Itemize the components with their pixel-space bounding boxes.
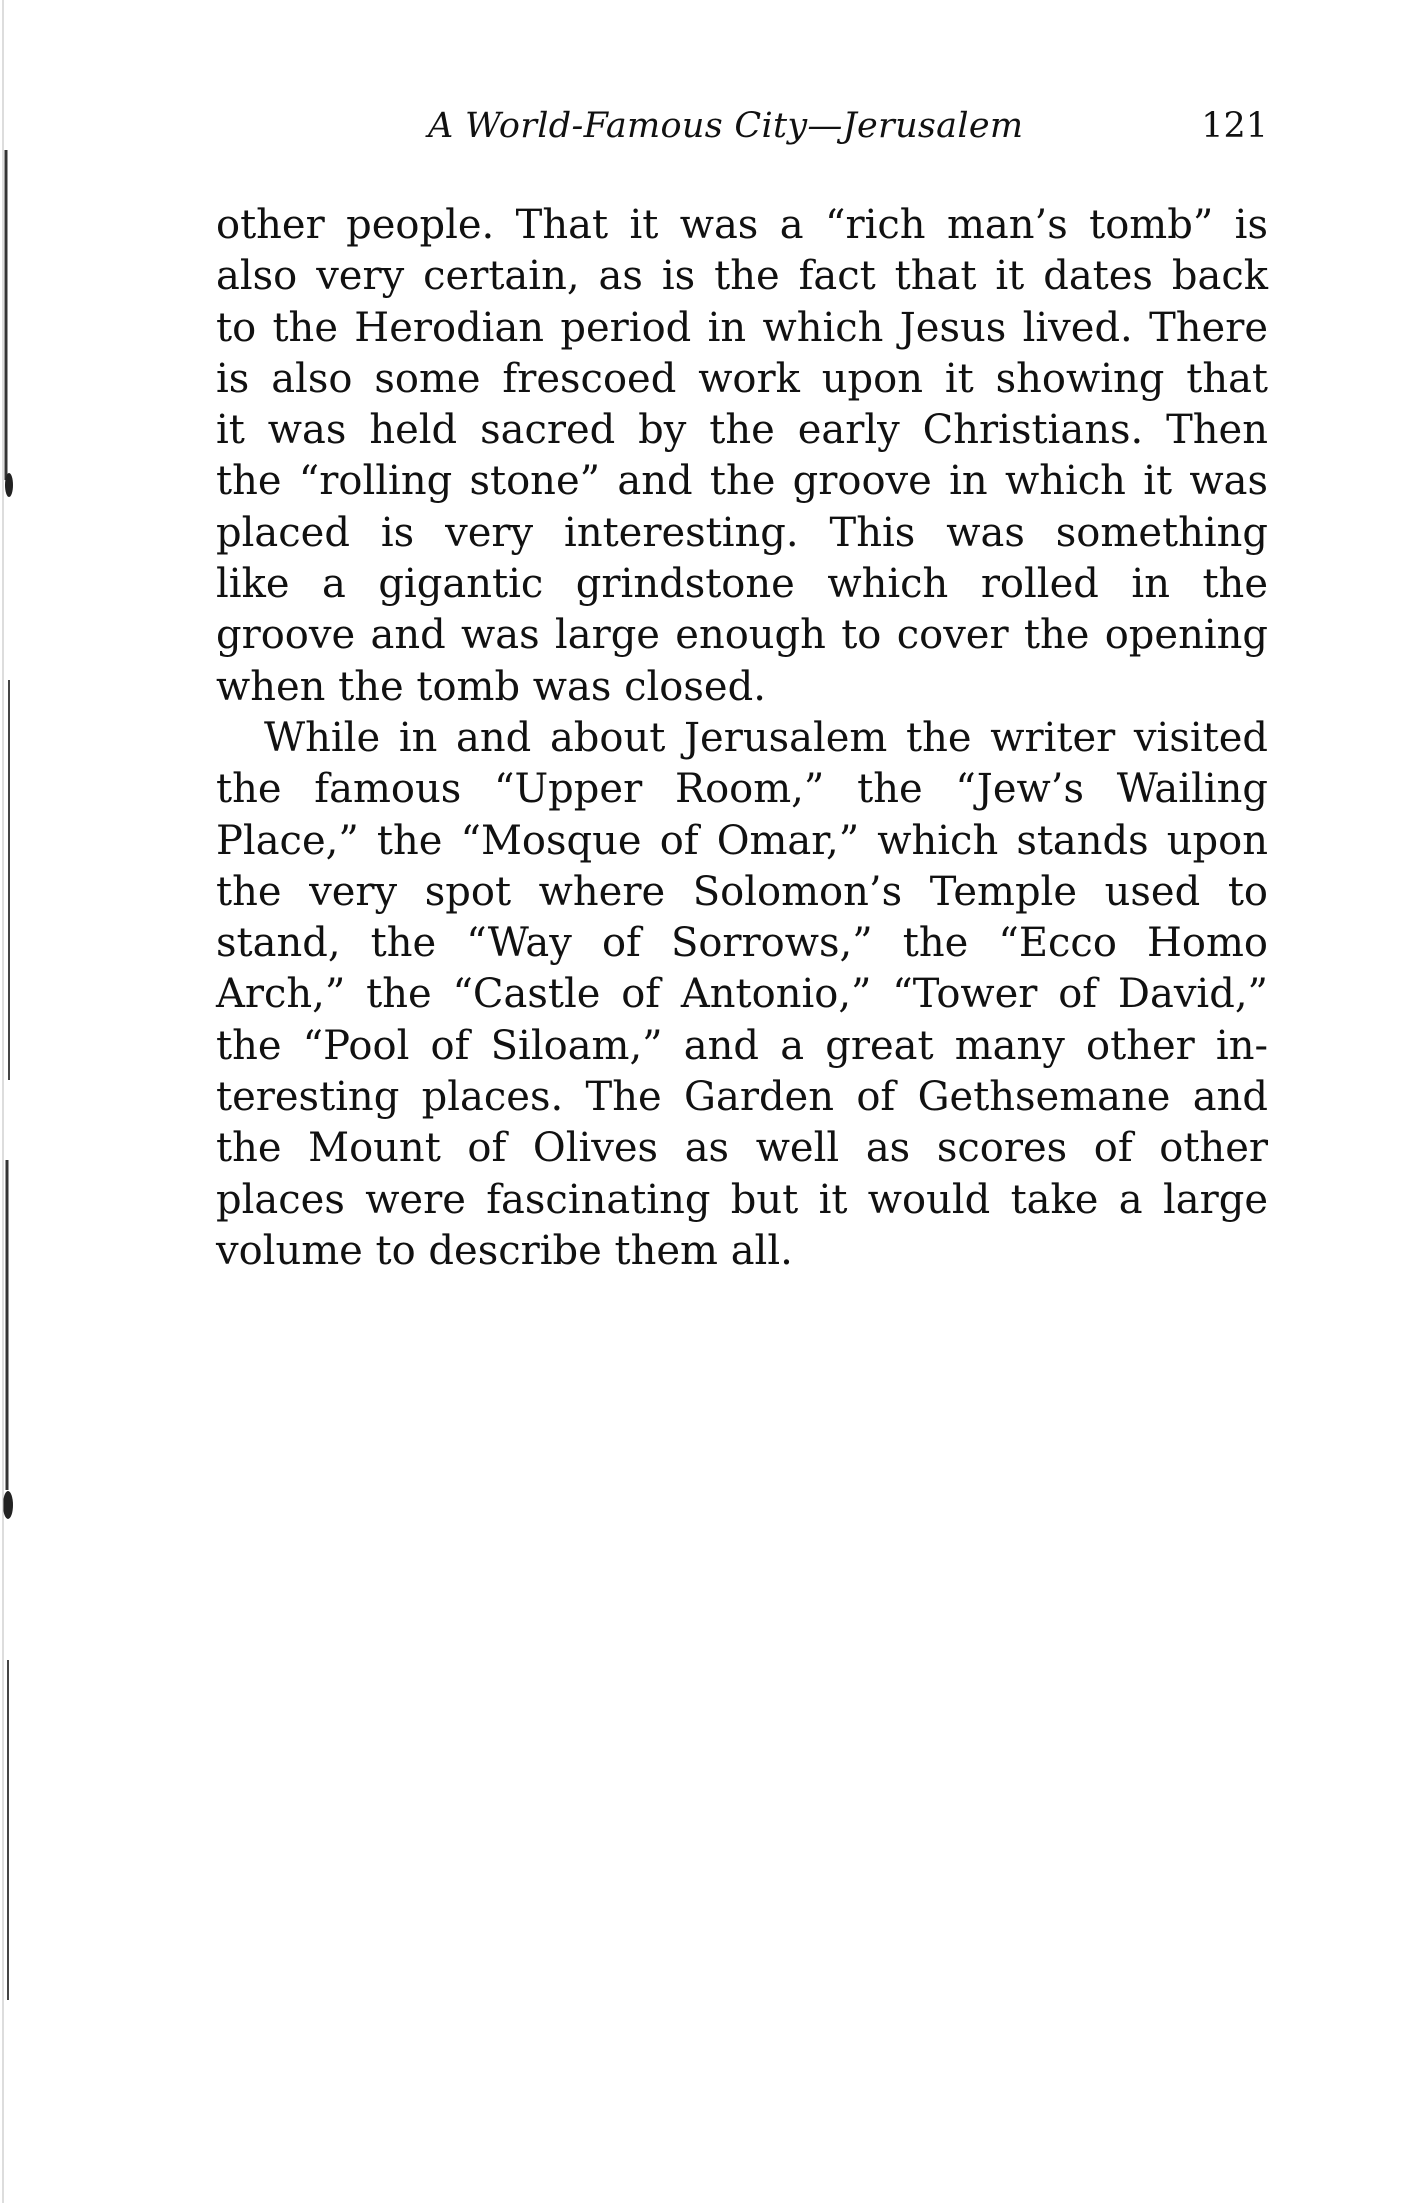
binding-edge-shadow (0, 0, 26, 2203)
text-line: Arch,” the “Castle of Antonio,” “Tower of David,” (216, 971, 1268, 1018)
running-title: A World-Famous City—Jerusalem (428, 106, 1024, 146)
text-line: the very spot where Solomon’s Temple used to (216, 868, 1268, 915)
running-header (216, 106, 1268, 156)
text-line: the “Pool of Siloam,” and a great many other in- (216, 1022, 1268, 1069)
text-line: stand, the “Way of Sorrows,” the “Ecco Homo (216, 920, 1268, 967)
text-line: placed is very interesting. This was something (216, 509, 1268, 556)
text-line: other people. That it was a “rich man’s tomb” is (216, 202, 1268, 248)
text-line: also very certain, as is the fact that it dates back (216, 253, 1268, 300)
text-line: the famous “Upper Room,” the “Jew’s Wailing (216, 766, 1268, 813)
paragraph (216, 200, 1268, 713)
text-line: volume to describe them all. (216, 1227, 793, 1274)
text-line: is also some frescoed work upon it showing that (216, 355, 1268, 402)
paragraph (216, 713, 1268, 1277)
text-line: teresting places. The Garden of Gethsemane and (216, 1074, 1268, 1121)
text-line: when the tomb was closed. (216, 663, 766, 710)
text-line: Place,” the “Mosque of Omar,” which stands upon (216, 817, 1268, 864)
text-line: groove and was large enough to cover the opening (216, 612, 1268, 659)
text-line: to the Herodian period in which Jesus lived. There (216, 304, 1268, 351)
text-line: it was held sacred by the early Christians. Then (216, 407, 1268, 454)
text-line: places were fascinating but it would take a large (216, 1176, 1268, 1223)
text-line: the Mount of Olives as well as scores of other (216, 1125, 1268, 1172)
text-line: While in and about Jerusalem the writer visited (264, 714, 1268, 761)
text-line: like a gigantic grindstone which rolled in the (216, 561, 1268, 608)
text-line: the “rolling stone” and the groove in which it was (216, 458, 1268, 505)
body-text (216, 200, 1268, 1277)
page-number: 121 (1201, 106, 1268, 146)
